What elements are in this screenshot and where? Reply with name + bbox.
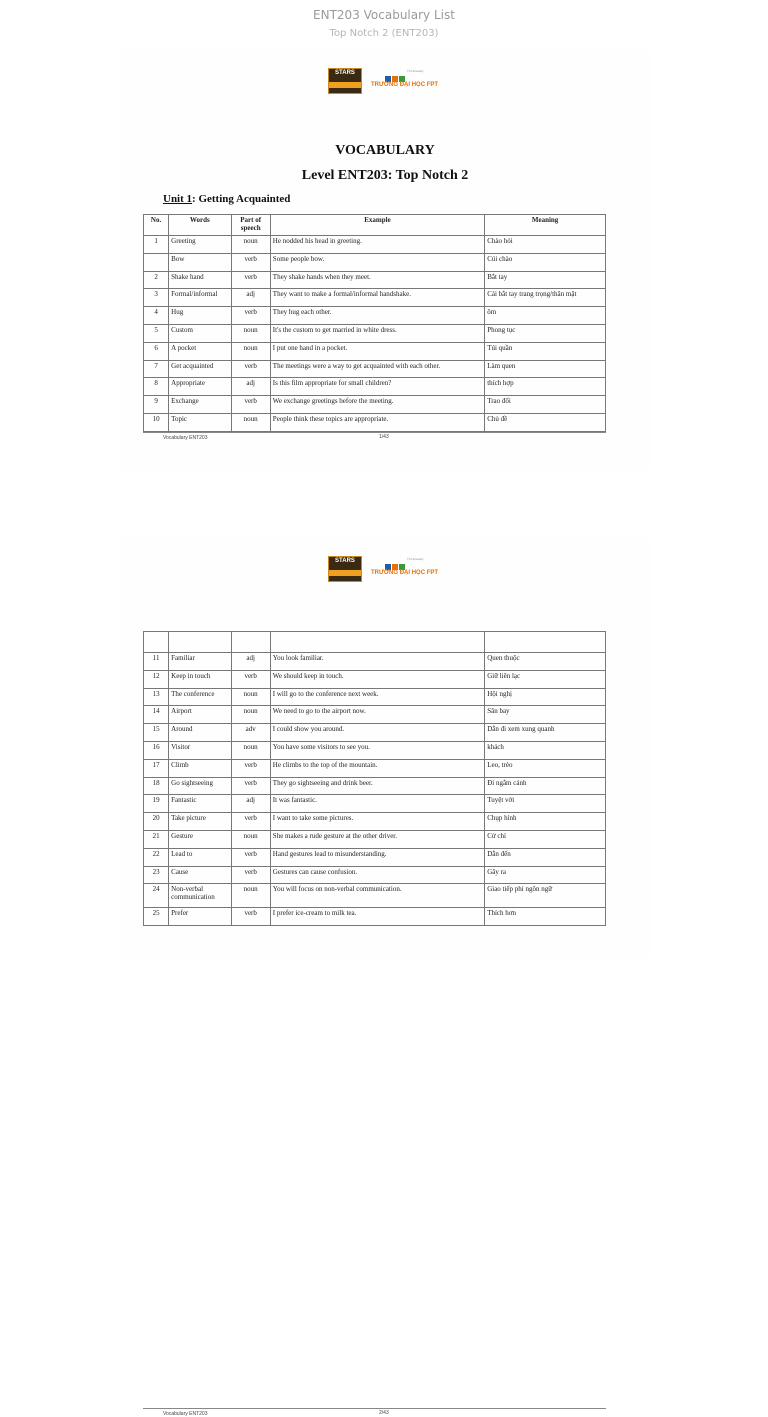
cell-part-of-speech: verb <box>231 866 270 884</box>
cell-no: 11 <box>144 653 169 671</box>
cell-no: 25 <box>144 908 169 926</box>
cell-no: 24 <box>144 884 169 908</box>
cell-no: 20 <box>144 813 169 831</box>
cell-example: Hand gestures lead to misunderstanding. <box>270 848 484 866</box>
stars-logo-band <box>329 570 361 576</box>
table-row <box>144 759 606 777</box>
cell-word: Cause <box>169 866 231 884</box>
cell-example: The meetings were a way to get acquainted with each other. <box>270 360 484 378</box>
cell-meaning: Bắt tay <box>485 271 606 289</box>
cell-part-of-speech: adj <box>231 289 270 307</box>
cell-example: You have some visitors to see you. <box>270 741 484 759</box>
stars-logo-band <box>329 82 361 88</box>
cell-example: We need to go to the airport now. <box>270 706 484 724</box>
cell-no: 5 <box>144 324 169 342</box>
cell-meaning: Chào hỏi <box>485 236 606 254</box>
cell-no: 17 <box>144 759 169 777</box>
cell-meaning: Làm quen <box>485 360 606 378</box>
table-row <box>144 324 606 342</box>
cell-meaning: Cử chỉ <box>485 830 606 848</box>
cell-part-of-speech: noun <box>231 706 270 724</box>
cell-word: The conference <box>169 688 231 706</box>
cell-meaning: Phong tục <box>485 324 606 342</box>
cell-example: He nodded his head in greeting. <box>270 236 484 254</box>
cell-word: Hug <box>169 307 231 325</box>
table-row <box>144 236 606 254</box>
cell-part-of-speech: noun <box>231 884 270 908</box>
cell-example: I could show you around. <box>270 724 484 742</box>
cell-meaning: Giữ liên lạc <box>485 670 606 688</box>
cell-example: We should keep in touch. <box>270 670 484 688</box>
cell-meaning: Đi ngắm cảnh <box>485 777 606 795</box>
cell-part-of-speech: verb <box>231 271 270 289</box>
cell-meaning: Dẫn đến <box>485 848 606 866</box>
stars-logo-icon <box>328 68 362 94</box>
cell-word: Bow <box>169 253 231 271</box>
stars-logo-text: STARS <box>335 70 355 76</box>
cell-part-of-speech: adj <box>231 795 270 813</box>
cell-no: 2 <box>144 271 169 289</box>
document-subtitle: Top Notch 2 (ENT203) <box>329 28 439 39</box>
cell-example: They hug each other. <box>270 307 484 325</box>
vocabulary-table-2 <box>143 631 606 926</box>
cell-meaning: Quen thuộc <box>485 653 606 671</box>
cell-example: Some people bow. <box>270 253 484 271</box>
cell-meaning: ôm <box>485 307 606 325</box>
cell-example: They shake hands when they meet. <box>270 271 484 289</box>
cell-no: 7 <box>144 360 169 378</box>
cell-example: Gestures can cause confusion. <box>270 866 484 884</box>
footer-doc-name: Vocabulary ENT203 <box>163 435 208 441</box>
cell-meaning: Sân bay <box>485 706 606 724</box>
cell-meaning: Thích hơn <box>485 908 606 926</box>
table-row <box>144 866 606 884</box>
cell-no: 19 <box>144 795 169 813</box>
document-title: ENT203 Vocabulary List <box>313 8 455 22</box>
cell-meaning: Cái bắt tay trang trọng/thân mật <box>485 289 606 307</box>
col-header-meaning: Meaning <box>485 215 606 236</box>
cell-word: Around <box>169 724 231 742</box>
cell-word: Topic <box>169 413 231 431</box>
school-logo <box>328 68 443 94</box>
table-row <box>144 795 606 813</box>
col-header-empty <box>270 632 484 653</box>
cell-example: It's the custom to get married in white dress. <box>270 324 484 342</box>
cell-no: 22 <box>144 848 169 866</box>
cell-part-of-speech: verb <box>231 396 270 414</box>
cell-part-of-speech: noun <box>231 324 270 342</box>
fpt-logo-icon <box>366 68 443 92</box>
table-row <box>144 378 606 396</box>
table-row <box>144 342 606 360</box>
cell-no: 8 <box>144 378 169 396</box>
vocabulary-heading: VOCABULARY <box>335 143 435 158</box>
cell-no: 3 <box>144 289 169 307</box>
fpt-logo-small-text: Tủ Univesity <box>407 69 424 73</box>
page-footer <box>143 1408 606 1417</box>
cell-example: Is this film appropriate for small children? <box>270 378 484 396</box>
cell-word: Shake hand <box>169 271 231 289</box>
cell-part-of-speech: verb <box>231 360 270 378</box>
cell-meaning: thích hợp <box>485 378 606 396</box>
page-footer <box>143 432 606 441</box>
stars-logo-text: STARS <box>335 558 355 564</box>
cell-example: You will focus on non-verbal communication. <box>270 884 484 908</box>
fpt-logo-name: TRƯỜNG ĐẠI HỌC FPT <box>370 82 439 88</box>
stars-logo-icon <box>328 556 362 582</box>
table-row <box>144 360 606 378</box>
cell-part-of-speech: adj <box>231 378 270 396</box>
cell-meaning: Trao đổi <box>485 396 606 414</box>
table-row <box>144 813 606 831</box>
cell-meaning: Chủ đề <box>485 413 606 431</box>
cell-no: 13 <box>144 688 169 706</box>
col-header-empty <box>169 632 231 653</box>
cell-meaning: Chụp hình <box>485 813 606 831</box>
cell-meaning: Tuyệt vời <box>485 795 606 813</box>
cell-word: Greeting <box>169 236 231 254</box>
fpt-logo-small-text: Tủ Univesity <box>407 557 424 561</box>
cell-example: I will go to the conference next week. <box>270 688 484 706</box>
cell-part-of-speech: noun <box>231 688 270 706</box>
cell-word: Take picture <box>169 813 231 831</box>
cell-example: They go sightseeing and drink beer. <box>270 777 484 795</box>
cell-no: 21 <box>144 830 169 848</box>
cell-meaning: khách <box>485 741 606 759</box>
footer-page-number: 2/43 <box>379 1410 389 1416</box>
cell-word: Gesture <box>169 830 231 848</box>
cell-example: She makes a rude gesture at the other driver. <box>270 830 484 848</box>
table-row <box>144 848 606 866</box>
cell-part-of-speech: adv <box>231 724 270 742</box>
table-row <box>144 253 606 271</box>
table-row <box>144 307 606 325</box>
cell-no: 6 <box>144 342 169 360</box>
cell-no: 1 <box>144 236 169 254</box>
cell-example: You look familiar. <box>270 653 484 671</box>
cell-example: They want to make a formal/informal handshake. <box>270 289 484 307</box>
school-logo <box>328 556 443 582</box>
table-row <box>144 413 606 431</box>
table-row <box>144 706 606 724</box>
cell-word: Keep in touch <box>169 670 231 688</box>
cell-no: 9 <box>144 396 169 414</box>
cell-part-of-speech: verb <box>231 777 270 795</box>
table-header-row <box>144 215 606 236</box>
cell-part-of-speech: verb <box>231 253 270 271</box>
cell-word: Non-verbal communication <box>169 884 231 908</box>
cell-word: Lead to <box>169 848 231 866</box>
cell-example: He climbs to the top of the mountain. <box>270 759 484 777</box>
cell-word: Exchange <box>169 396 231 414</box>
cell-part-of-speech: verb <box>231 848 270 866</box>
table-row <box>144 653 606 671</box>
footer-doc-name: Vocabulary ENT203 <box>163 1411 208 1417</box>
col-header-no: No. <box>144 215 169 236</box>
col-header-empty <box>485 632 606 653</box>
unit-heading <box>163 193 290 205</box>
table-row <box>144 884 606 908</box>
cell-word: Get acquainted <box>169 360 231 378</box>
cell-example: People think these topics are appropriate. <box>270 413 484 431</box>
cell-word: Climb <box>169 759 231 777</box>
cell-example: I want to take some pictures. <box>270 813 484 831</box>
cell-meaning: Giao tiếp phi ngôn ngữ <box>485 884 606 908</box>
cell-word: A pocket <box>169 342 231 360</box>
cell-no: 4 <box>144 307 169 325</box>
table-row <box>144 271 606 289</box>
cell-meaning: Gây ra <box>485 866 606 884</box>
cell-part-of-speech: noun <box>231 342 270 360</box>
cell-part-of-speech: noun <box>231 236 270 254</box>
cell-word: Fantastic <box>169 795 231 813</box>
cell-meaning: Cúi chào <box>485 253 606 271</box>
cell-part-of-speech: verb <box>231 759 270 777</box>
cell-part-of-speech: adj <box>231 653 270 671</box>
cell-no: 18 <box>144 777 169 795</box>
table-row <box>144 908 606 926</box>
cell-no: 16 <box>144 741 169 759</box>
table-row <box>144 724 606 742</box>
table-row <box>144 396 606 414</box>
cell-no: 14 <box>144 706 169 724</box>
cell-word: Familiar <box>169 653 231 671</box>
cell-meaning: Hội nghị <box>485 688 606 706</box>
cell-no: 10 <box>144 413 169 431</box>
table-row <box>144 688 606 706</box>
cell-part-of-speech: noun <box>231 741 270 759</box>
cell-meaning: Leo, trèo <box>485 759 606 777</box>
document-page-1 <box>118 50 652 470</box>
cell-part-of-speech: noun <box>231 413 270 431</box>
table-row <box>144 289 606 307</box>
cell-no <box>144 253 169 271</box>
cell-part-of-speech: verb <box>231 670 270 688</box>
cell-no: 23 <box>144 866 169 884</box>
cell-no: 15 <box>144 724 169 742</box>
col-header-empty <box>231 632 270 653</box>
unit-label: Unit 1 <box>163 193 193 205</box>
table-row <box>144 670 606 688</box>
cell-part-of-speech: noun <box>231 830 270 848</box>
table-header-row <box>144 632 606 653</box>
cell-meaning: Dẫn đi xem xung quanh <box>485 724 606 742</box>
cell-example: We exchange greetings before the meeting. <box>270 396 484 414</box>
table-row <box>144 777 606 795</box>
cell-example: It was fantastic. <box>270 795 484 813</box>
cell-meaning: Túi quần <box>485 342 606 360</box>
cell-word: Custom <box>169 324 231 342</box>
cell-part-of-speech: verb <box>231 307 270 325</box>
cell-word: Go sightseeing <box>169 777 231 795</box>
footer-page-number: 1/43 <box>379 434 389 440</box>
cell-example: I put one hand in a pocket. <box>270 342 484 360</box>
cell-no: 12 <box>144 670 169 688</box>
cell-word: Formal/informal <box>169 289 231 307</box>
col-header-part-of-speech: Part of speech <box>231 215 270 236</box>
unit-name: : Getting Acquainted <box>192 193 291 205</box>
cell-word: Visitor <box>169 741 231 759</box>
cell-part-of-speech: verb <box>231 908 270 926</box>
level-heading: Level ENT203: Top Notch 2 <box>301 168 469 183</box>
cell-part-of-speech: verb <box>231 813 270 831</box>
fpt-logo-name: TRƯỜNG ĐẠI HỌC FPT <box>370 570 439 576</box>
cell-example: I prefer ice-cream to milk tea. <box>270 908 484 926</box>
document-page-2 <box>118 538 652 1417</box>
col-header-empty <box>144 632 169 653</box>
col-header-example: Example <box>270 215 484 236</box>
cell-word: Prefer <box>169 908 231 926</box>
fpt-logo-icon <box>366 556 443 580</box>
col-header-words: Words <box>169 215 231 236</box>
cell-word: Appropriate <box>169 378 231 396</box>
table-row <box>144 741 606 759</box>
vocabulary-table-1 <box>143 214 606 432</box>
cell-word: Airport <box>169 706 231 724</box>
table-row <box>144 830 606 848</box>
